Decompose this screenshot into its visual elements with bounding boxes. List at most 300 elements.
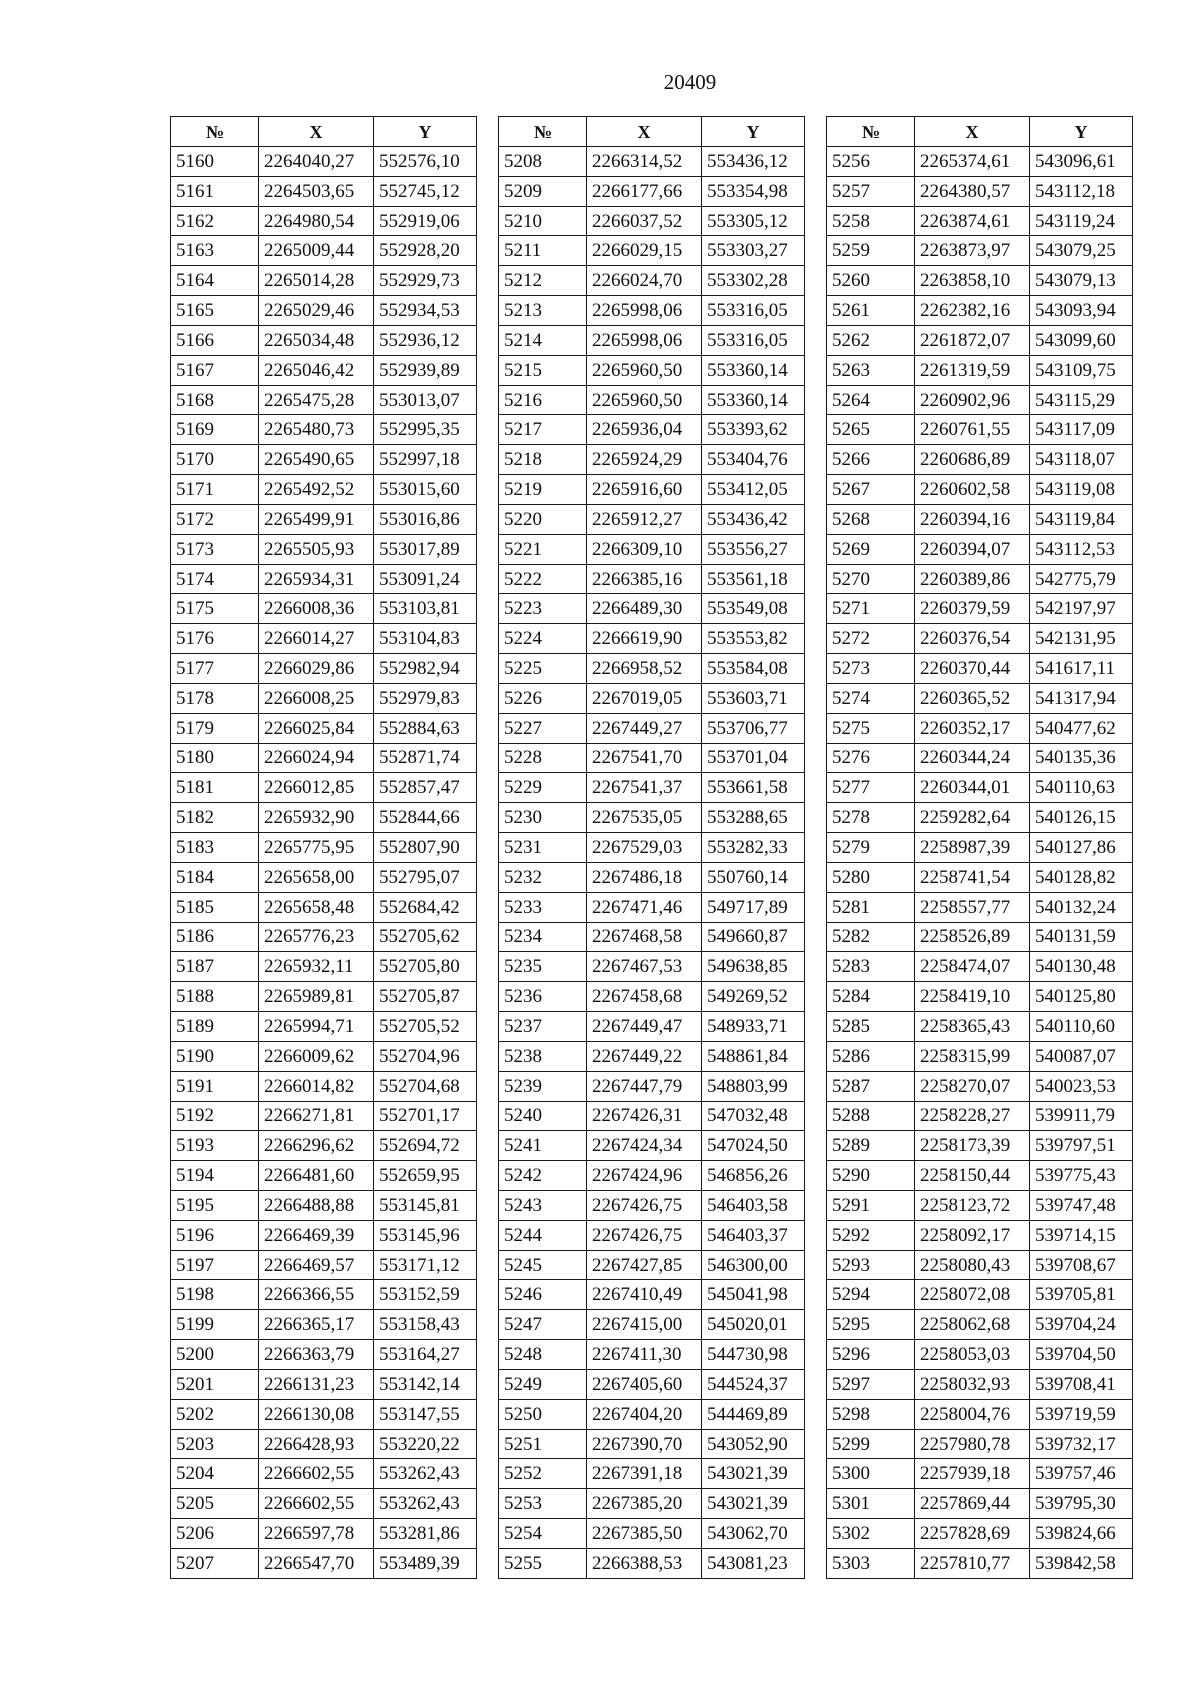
- x-coordinate-cell: 2266488,88: [259, 1190, 374, 1220]
- y-coordinate-cell: 543079,25: [1030, 236, 1133, 266]
- point-number-cell: 5201: [171, 1369, 259, 1399]
- point-number-cell: 5173: [171, 534, 259, 564]
- coordinate-tables: [170, 116, 1133, 1579]
- y-coordinate-cell: 552997,18: [374, 445, 477, 475]
- x-coordinate-cell: 2265475,28: [259, 385, 374, 415]
- y-coordinate-cell: 543079,13: [1030, 266, 1133, 296]
- x-coordinate-cell: 2265960,50: [587, 355, 702, 385]
- x-coordinate-cell: 2258004,76: [915, 1399, 1030, 1429]
- point-number-cell: 5183: [171, 833, 259, 863]
- header-number: №: [499, 117, 587, 147]
- table-row: [171, 236, 477, 266]
- x-coordinate-cell: 2266489,30: [587, 594, 702, 624]
- y-coordinate-cell: 542197,97: [1030, 594, 1133, 624]
- x-coordinate-cell: 2266008,36: [259, 594, 374, 624]
- x-coordinate-cell: 2267468,58: [587, 922, 702, 952]
- y-coordinate-cell: 544730,98: [702, 1340, 805, 1370]
- table-row: [827, 385, 1133, 415]
- point-number-cell: 5202: [171, 1399, 259, 1429]
- x-coordinate-cell: 2267449,47: [587, 1012, 702, 1042]
- table-row: [171, 415, 477, 445]
- y-coordinate-cell: 552659,95: [374, 1161, 477, 1191]
- y-coordinate-cell: 549269,52: [702, 982, 805, 1012]
- point-number-cell: 5210: [499, 206, 587, 236]
- x-coordinate-cell: 2258365,43: [915, 1012, 1030, 1042]
- table-row: [827, 1519, 1133, 1549]
- x-coordinate-cell: 2258173,39: [915, 1131, 1030, 1161]
- point-number-cell: 5207: [171, 1548, 259, 1578]
- table-row: [827, 624, 1133, 654]
- coordinate-table: [170, 116, 477, 1579]
- y-coordinate-cell: 539842,58: [1030, 1548, 1133, 1578]
- y-coordinate-cell: 548803,99: [702, 1071, 805, 1101]
- x-coordinate-cell: 2258987,39: [915, 833, 1030, 863]
- table-row: [499, 892, 805, 922]
- table-row: [827, 564, 1133, 594]
- y-coordinate-cell: 552705,62: [374, 922, 477, 952]
- point-number-cell: 5179: [171, 713, 259, 743]
- point-number-cell: 5203: [171, 1429, 259, 1459]
- point-number-cell: 5242: [499, 1161, 587, 1191]
- point-number-cell: 5296: [827, 1340, 915, 1370]
- x-coordinate-cell: 2264503,65: [259, 176, 374, 206]
- coordinate-table: [498, 116, 805, 1579]
- point-number-cell: 5161: [171, 176, 259, 206]
- x-coordinate-cell: 2260352,17: [915, 713, 1030, 743]
- x-coordinate-cell: 2266131,23: [259, 1369, 374, 1399]
- table-row: [171, 1429, 477, 1459]
- point-number-cell: 5284: [827, 982, 915, 1012]
- x-coordinate-cell: 2267391,18: [587, 1459, 702, 1489]
- y-coordinate-cell: 553360,14: [702, 385, 805, 415]
- y-coordinate-cell: 543052,90: [702, 1429, 805, 1459]
- table-header: [499, 117, 805, 147]
- point-number-cell: 5278: [827, 803, 915, 833]
- table-row: [171, 504, 477, 534]
- table-row: [499, 564, 805, 594]
- x-coordinate-cell: 2266388,53: [587, 1548, 702, 1578]
- x-coordinate-cell: 2257980,78: [915, 1429, 1030, 1459]
- x-coordinate-cell: 2258123,72: [915, 1190, 1030, 1220]
- y-coordinate-cell: 540110,63: [1030, 773, 1133, 803]
- table-row: [827, 206, 1133, 236]
- x-coordinate-cell: 2267535,05: [587, 803, 702, 833]
- table-row: [171, 1190, 477, 1220]
- x-coordinate-cell: 2265912,27: [587, 504, 702, 534]
- y-coordinate-cell: 552705,80: [374, 952, 477, 982]
- table-row: [827, 1399, 1133, 1429]
- point-number-cell: 5232: [499, 862, 587, 892]
- x-coordinate-cell: 2267390,70: [587, 1429, 702, 1459]
- table-row: [499, 952, 805, 982]
- table-row: [499, 176, 805, 206]
- x-coordinate-cell: 2265989,81: [259, 982, 374, 1012]
- point-number-cell: 5239: [499, 1071, 587, 1101]
- y-coordinate-cell: 539795,30: [1030, 1489, 1133, 1519]
- x-coordinate-cell: 2266014,82: [259, 1071, 374, 1101]
- x-coordinate-cell: 2260376,54: [915, 624, 1030, 654]
- x-coordinate-cell: 2258557,77: [915, 892, 1030, 922]
- x-coordinate-cell: 2267427,85: [587, 1250, 702, 1280]
- table-row: [499, 475, 805, 505]
- table-row: [827, 176, 1133, 206]
- y-coordinate-cell: 553489,39: [374, 1548, 477, 1578]
- y-coordinate-cell: 553393,62: [702, 415, 805, 445]
- point-number-cell: 5241: [499, 1131, 587, 1161]
- y-coordinate-cell: 543062,70: [702, 1519, 805, 1549]
- point-number-cell: 5216: [499, 385, 587, 415]
- point-number-cell: 5295: [827, 1310, 915, 1340]
- point-number-cell: 5169: [171, 415, 259, 445]
- header-number: №: [827, 117, 915, 147]
- table-row: [499, 1548, 805, 1578]
- y-coordinate-cell: 553561,18: [702, 564, 805, 594]
- table-row: [499, 1459, 805, 1489]
- y-coordinate-cell: 553436,12: [702, 147, 805, 177]
- x-coordinate-cell: 2257869,44: [915, 1489, 1030, 1519]
- table-row: [827, 1131, 1133, 1161]
- point-number-cell: 5231: [499, 833, 587, 863]
- x-coordinate-cell: 2266602,55: [259, 1489, 374, 1519]
- x-coordinate-cell: 2264380,57: [915, 176, 1030, 206]
- y-coordinate-cell: 539911,79: [1030, 1101, 1133, 1131]
- table-row: [499, 1369, 805, 1399]
- point-number-cell: 5224: [499, 624, 587, 654]
- point-number-cell: 5247: [499, 1310, 587, 1340]
- x-coordinate-cell: 2267529,03: [587, 833, 702, 863]
- y-coordinate-cell: 553017,89: [374, 534, 477, 564]
- x-coordinate-cell: 2260686,89: [915, 445, 1030, 475]
- y-coordinate-cell: 541617,11: [1030, 654, 1133, 684]
- y-coordinate-cell: 546300,00: [702, 1250, 805, 1280]
- x-coordinate-cell: 2266296,62: [259, 1131, 374, 1161]
- table-row: [827, 445, 1133, 475]
- y-coordinate-cell: 547032,48: [702, 1101, 805, 1131]
- y-coordinate-cell: 540110,60: [1030, 1012, 1133, 1042]
- point-number-cell: 5184: [171, 862, 259, 892]
- point-number-cell: 5294: [827, 1280, 915, 1310]
- point-number-cell: 5206: [171, 1519, 259, 1549]
- y-coordinate-cell: 553701,04: [702, 743, 805, 773]
- x-coordinate-cell: 2267458,68: [587, 982, 702, 1012]
- point-number-cell: 5196: [171, 1220, 259, 1250]
- x-coordinate-cell: 2261872,07: [915, 325, 1030, 355]
- table-row: [499, 1041, 805, 1071]
- point-number-cell: 5160: [171, 147, 259, 177]
- point-number-cell: 5195: [171, 1190, 259, 1220]
- point-number-cell: 5290: [827, 1161, 915, 1191]
- table-row: [499, 385, 805, 415]
- x-coordinate-cell: 2264980,54: [259, 206, 374, 236]
- table-row: [827, 1250, 1133, 1280]
- y-coordinate-cell: 539732,17: [1030, 1429, 1133, 1459]
- table-row: [499, 1310, 805, 1340]
- y-coordinate-cell: 543117,09: [1030, 415, 1133, 445]
- coordinate-table: [826, 116, 1133, 1579]
- table-row: [827, 1429, 1133, 1459]
- table-row: [171, 325, 477, 355]
- x-coordinate-cell: 2265924,29: [587, 445, 702, 475]
- y-coordinate-cell: 539714,15: [1030, 1220, 1133, 1250]
- y-coordinate-cell: 553164,27: [374, 1340, 477, 1370]
- x-coordinate-cell: 2258072,08: [915, 1280, 1030, 1310]
- x-coordinate-cell: 2265029,46: [259, 296, 374, 326]
- table-row: [827, 683, 1133, 713]
- point-number-cell: 5198: [171, 1280, 259, 1310]
- point-number-cell: 5271: [827, 594, 915, 624]
- table-row: [171, 534, 477, 564]
- table-row: [499, 803, 805, 833]
- point-number-cell: 5276: [827, 743, 915, 773]
- x-coordinate-cell: 2265505,93: [259, 534, 374, 564]
- y-coordinate-cell: 540126,15: [1030, 803, 1133, 833]
- y-coordinate-cell: 539708,67: [1030, 1250, 1133, 1280]
- point-number-cell: 5188: [171, 982, 259, 1012]
- x-coordinate-cell: 2259282,64: [915, 803, 1030, 833]
- point-number-cell: 5213: [499, 296, 587, 326]
- x-coordinate-cell: 2265960,50: [587, 385, 702, 415]
- table-row: [827, 922, 1133, 952]
- table-row: [827, 713, 1133, 743]
- table-row: [499, 445, 805, 475]
- point-number-cell: 5262: [827, 325, 915, 355]
- point-number-cell: 5200: [171, 1340, 259, 1370]
- point-number-cell: 5212: [499, 266, 587, 296]
- y-coordinate-cell: 540125,80: [1030, 982, 1133, 1012]
- point-number-cell: 5170: [171, 445, 259, 475]
- table-row: [499, 982, 805, 1012]
- point-number-cell: 5162: [171, 206, 259, 236]
- x-coordinate-cell: 2265936,04: [587, 415, 702, 445]
- y-coordinate-cell: 553171,12: [374, 1250, 477, 1280]
- x-coordinate-cell: 2265480,73: [259, 415, 374, 445]
- x-coordinate-cell: 2265374,61: [915, 147, 1030, 177]
- y-coordinate-cell: 549717,89: [702, 892, 805, 922]
- point-number-cell: 5197: [171, 1250, 259, 1280]
- x-coordinate-cell: 2258315,99: [915, 1041, 1030, 1071]
- table-row: [827, 743, 1133, 773]
- x-coordinate-cell: 2266037,52: [587, 206, 702, 236]
- point-number-cell: 5194: [171, 1161, 259, 1191]
- table-row: [171, 385, 477, 415]
- point-number-cell: 5234: [499, 922, 587, 952]
- table-row: [827, 1101, 1133, 1131]
- y-coordinate-cell: 552705,52: [374, 1012, 477, 1042]
- x-coordinate-cell: 2257939,18: [915, 1459, 1030, 1489]
- point-number-cell: 5302: [827, 1519, 915, 1549]
- table-row: [827, 982, 1133, 1012]
- x-coordinate-cell: 2260344,01: [915, 773, 1030, 803]
- point-number-cell: 5186: [171, 922, 259, 952]
- y-coordinate-cell: 553013,07: [374, 385, 477, 415]
- table-row: [827, 1489, 1133, 1519]
- point-number-cell: 5282: [827, 922, 915, 952]
- table-row: [499, 1131, 805, 1161]
- point-number-cell: 5240: [499, 1101, 587, 1131]
- x-coordinate-cell: 2267449,27: [587, 713, 702, 743]
- table-row: [171, 624, 477, 654]
- table-row: [171, 1310, 477, 1340]
- table-row: [171, 266, 477, 296]
- table-row: [827, 1459, 1133, 1489]
- x-coordinate-cell: 2260365,52: [915, 683, 1030, 713]
- x-coordinate-cell: 2260389,86: [915, 564, 1030, 594]
- point-number-cell: 5303: [827, 1548, 915, 1578]
- table-row: [499, 743, 805, 773]
- point-number-cell: 5267: [827, 475, 915, 505]
- table-row: [827, 1012, 1133, 1042]
- table-row: [827, 296, 1133, 326]
- y-coordinate-cell: 552705,87: [374, 982, 477, 1012]
- table-row: [171, 982, 477, 1012]
- y-coordinate-cell: 552684,42: [374, 892, 477, 922]
- y-coordinate-cell: 553220,22: [374, 1429, 477, 1459]
- y-coordinate-cell: 541317,94: [1030, 683, 1133, 713]
- x-coordinate-cell: 2266597,78: [259, 1519, 374, 1549]
- table-row: [827, 862, 1133, 892]
- point-number-cell: 5244: [499, 1220, 587, 1250]
- table-row: [827, 1280, 1133, 1310]
- y-coordinate-cell: 540131,59: [1030, 922, 1133, 952]
- point-number-cell: 5263: [827, 355, 915, 385]
- table-row: [827, 1340, 1133, 1370]
- point-number-cell: 5268: [827, 504, 915, 534]
- table-row: [171, 1519, 477, 1549]
- table-row: [171, 743, 477, 773]
- y-coordinate-cell: 553553,82: [702, 624, 805, 654]
- x-coordinate-cell: 2267019,05: [587, 683, 702, 713]
- y-coordinate-cell: 552919,06: [374, 206, 477, 236]
- y-coordinate-cell: 546403,58: [702, 1190, 805, 1220]
- x-coordinate-cell: 2266029,15: [587, 236, 702, 266]
- y-coordinate-cell: 543021,39: [702, 1489, 805, 1519]
- table-row: [499, 147, 805, 177]
- table-row: [499, 624, 805, 654]
- y-coordinate-cell: 539797,51: [1030, 1131, 1133, 1161]
- y-coordinate-cell: 552795,07: [374, 862, 477, 892]
- x-coordinate-cell: 2266309,10: [587, 534, 702, 564]
- point-number-cell: 5285: [827, 1012, 915, 1042]
- x-coordinate-cell: 2258062,68: [915, 1310, 1030, 1340]
- point-number-cell: 5182: [171, 803, 259, 833]
- y-coordinate-cell: 546856,26: [702, 1161, 805, 1191]
- table-row: [171, 147, 477, 177]
- table-row: [499, 833, 805, 863]
- x-coordinate-cell: 2263858,10: [915, 266, 1030, 296]
- point-number-cell: 5223: [499, 594, 587, 624]
- point-number-cell: 5253: [499, 1489, 587, 1519]
- x-coordinate-cell: 2265014,28: [259, 266, 374, 296]
- point-number-cell: 5259: [827, 236, 915, 266]
- point-number-cell: 5172: [171, 504, 259, 534]
- x-coordinate-cell: 2266029,86: [259, 654, 374, 684]
- x-coordinate-cell: 2266547,70: [259, 1548, 374, 1578]
- table-row: [499, 296, 805, 326]
- y-coordinate-cell: 543096,61: [1030, 147, 1133, 177]
- table-body: [171, 147, 477, 1579]
- y-coordinate-cell: 553412,05: [702, 475, 805, 505]
- x-coordinate-cell: 2267426,31: [587, 1101, 702, 1131]
- x-coordinate-cell: 2265499,91: [259, 504, 374, 534]
- y-coordinate-cell: 552857,47: [374, 773, 477, 803]
- y-coordinate-cell: 553360,14: [702, 355, 805, 385]
- table-row: [171, 1220, 477, 1250]
- point-number-cell: 5228: [499, 743, 587, 773]
- point-number-cell: 5208: [499, 147, 587, 177]
- x-coordinate-cell: 2260370,44: [915, 654, 1030, 684]
- table-row: [171, 445, 477, 475]
- point-number-cell: 5215: [499, 355, 587, 385]
- table-row: [171, 683, 477, 713]
- table-row: [827, 654, 1133, 684]
- table-row: [827, 325, 1133, 355]
- x-coordinate-cell: 2265658,00: [259, 862, 374, 892]
- header-y: Y: [702, 117, 805, 147]
- x-coordinate-cell: 2267404,20: [587, 1399, 702, 1429]
- y-coordinate-cell: 543119,84: [1030, 504, 1133, 534]
- y-coordinate-cell: 553016,86: [374, 504, 477, 534]
- x-coordinate-cell: 2265034,48: [259, 325, 374, 355]
- x-coordinate-cell: 2267385,50: [587, 1519, 702, 1549]
- y-coordinate-cell: 553316,05: [702, 325, 805, 355]
- point-number-cell: 5266: [827, 445, 915, 475]
- x-coordinate-cell: 2265998,06: [587, 296, 702, 326]
- x-coordinate-cell: 2267426,75: [587, 1190, 702, 1220]
- point-number-cell: 5199: [171, 1310, 259, 1340]
- y-coordinate-cell: 552704,96: [374, 1041, 477, 1071]
- x-coordinate-cell: 2266024,94: [259, 743, 374, 773]
- y-coordinate-cell: 549660,87: [702, 922, 805, 952]
- y-coordinate-cell: 544524,37: [702, 1369, 805, 1399]
- x-coordinate-cell: 2265009,44: [259, 236, 374, 266]
- y-coordinate-cell: 543112,18: [1030, 176, 1133, 206]
- x-coordinate-cell: 2260379,59: [915, 594, 1030, 624]
- x-coordinate-cell: 2265932,11: [259, 952, 374, 982]
- point-number-cell: 5220: [499, 504, 587, 534]
- point-number-cell: 5258: [827, 206, 915, 236]
- point-number-cell: 5168: [171, 385, 259, 415]
- y-coordinate-cell: 539757,46: [1030, 1459, 1133, 1489]
- point-number-cell: 5291: [827, 1190, 915, 1220]
- x-coordinate-cell: 2265998,06: [587, 325, 702, 355]
- y-coordinate-cell: 543112,53: [1030, 534, 1133, 564]
- y-coordinate-cell: 543099,60: [1030, 325, 1133, 355]
- table-row: [171, 922, 477, 952]
- point-number-cell: 5180: [171, 743, 259, 773]
- y-coordinate-cell: 553288,65: [702, 803, 805, 833]
- header-x: X: [915, 117, 1030, 147]
- y-coordinate-cell: 548861,84: [702, 1041, 805, 1071]
- x-coordinate-cell: 2262382,16: [915, 296, 1030, 326]
- y-coordinate-cell: 539704,50: [1030, 1340, 1133, 1370]
- point-number-cell: 5192: [171, 1101, 259, 1131]
- point-number-cell: 5166: [171, 325, 259, 355]
- x-coordinate-cell: 2257810,77: [915, 1548, 1030, 1578]
- x-coordinate-cell: 2266177,66: [587, 176, 702, 206]
- table-row: [171, 1161, 477, 1191]
- table-row: [171, 1399, 477, 1429]
- y-coordinate-cell: 553303,27: [702, 236, 805, 266]
- point-number-cell: 5245: [499, 1250, 587, 1280]
- table-row: [499, 1190, 805, 1220]
- point-number-cell: 5248: [499, 1340, 587, 1370]
- point-number-cell: 5252: [499, 1459, 587, 1489]
- x-coordinate-cell: 2267385,20: [587, 1489, 702, 1519]
- x-coordinate-cell: 2258053,03: [915, 1340, 1030, 1370]
- point-number-cell: 5189: [171, 1012, 259, 1042]
- point-number-cell: 5288: [827, 1101, 915, 1131]
- y-coordinate-cell: 543093,94: [1030, 296, 1133, 326]
